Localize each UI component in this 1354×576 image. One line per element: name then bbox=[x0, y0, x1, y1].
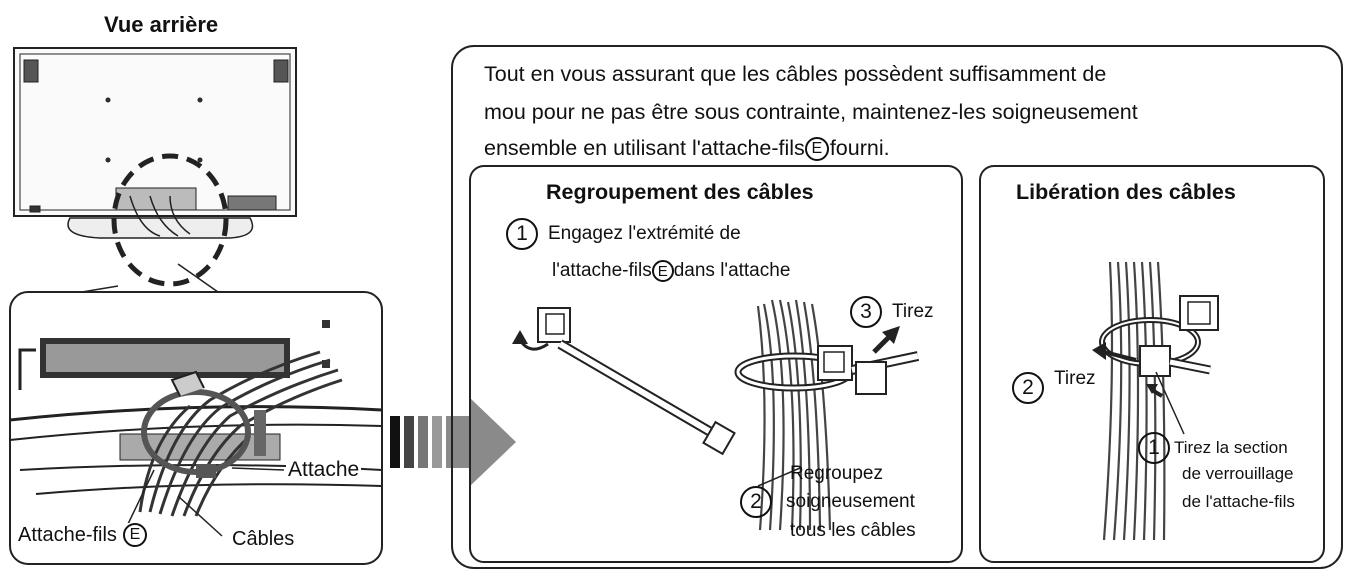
step-number-badge: 2 bbox=[1012, 372, 1044, 404]
bundling-step-1 bbox=[506, 218, 741, 250]
bundling-step-1-line-2b: dans l'attache bbox=[673, 260, 791, 281]
release-step-1 bbox=[1138, 432, 1288, 464]
intro-line-2: mou pour ne pas être sous contrainte, maintenez-les soigneusement bbox=[484, 100, 1138, 124]
bundling-step-1-line-1: Engagez l'extrémité de bbox=[548, 223, 741, 244]
bundling-step-2 bbox=[740, 486, 915, 518]
bundling-step-1-line-2 bbox=[552, 260, 790, 282]
bundling-step-2-line-3: tous les câbles bbox=[790, 520, 916, 541]
bundling-step-2-line-1: Regroupez bbox=[790, 463, 883, 484]
letter-e-badge: E bbox=[652, 260, 674, 282]
release-step-1-line-3: de l'attache-fils bbox=[1182, 492, 1295, 511]
intro-line-3-start: ensemble en utilisant l'attache-fils bbox=[484, 136, 805, 160]
release-step-1-line-1: Tirez la section bbox=[1174, 438, 1288, 457]
intro-line-1: Tout en vous assurant que les câbles possèdent suffisamment de bbox=[484, 62, 1107, 86]
rear-view-title: Vue arrière bbox=[104, 12, 219, 37]
tv-rear-view bbox=[14, 48, 296, 238]
intro-line-3-end: fourni. bbox=[829, 136, 890, 160]
label-cables: Câbles bbox=[232, 528, 295, 550]
bundling-step-1-line-2a: l'attache-fils bbox=[552, 260, 652, 281]
bundling-step-2-line-2: soigneusement bbox=[786, 491, 915, 512]
step-number-badge: 2 bbox=[740, 486, 772, 518]
step-number-badge: 1 bbox=[506, 218, 538, 250]
release-title: Libération des câbles bbox=[1016, 180, 1236, 204]
release-step-1-line-2: de verrouillage bbox=[1182, 464, 1294, 483]
callout-line-right bbox=[178, 264, 218, 292]
letter-e-badge: E bbox=[805, 137, 829, 161]
label-attache: Attache bbox=[288, 458, 360, 481]
release-step-2 bbox=[1012, 368, 1096, 404]
release-step-2-label: Tirez bbox=[1054, 368, 1096, 389]
step-number-badge: 3 bbox=[850, 296, 882, 328]
label-attache-fils bbox=[18, 523, 147, 547]
step-number-badge: 1 bbox=[1138, 432, 1170, 464]
letter-e-badge: E bbox=[123, 523, 147, 547]
bundling-step-3-label: Tirez bbox=[892, 301, 934, 322]
bundling-title: Regroupement des câbles bbox=[546, 180, 814, 204]
intro-line-3 bbox=[484, 136, 890, 161]
label-attache-fils-text: Attache-fils bbox=[18, 523, 117, 546]
bundling-step-3 bbox=[850, 296, 934, 328]
